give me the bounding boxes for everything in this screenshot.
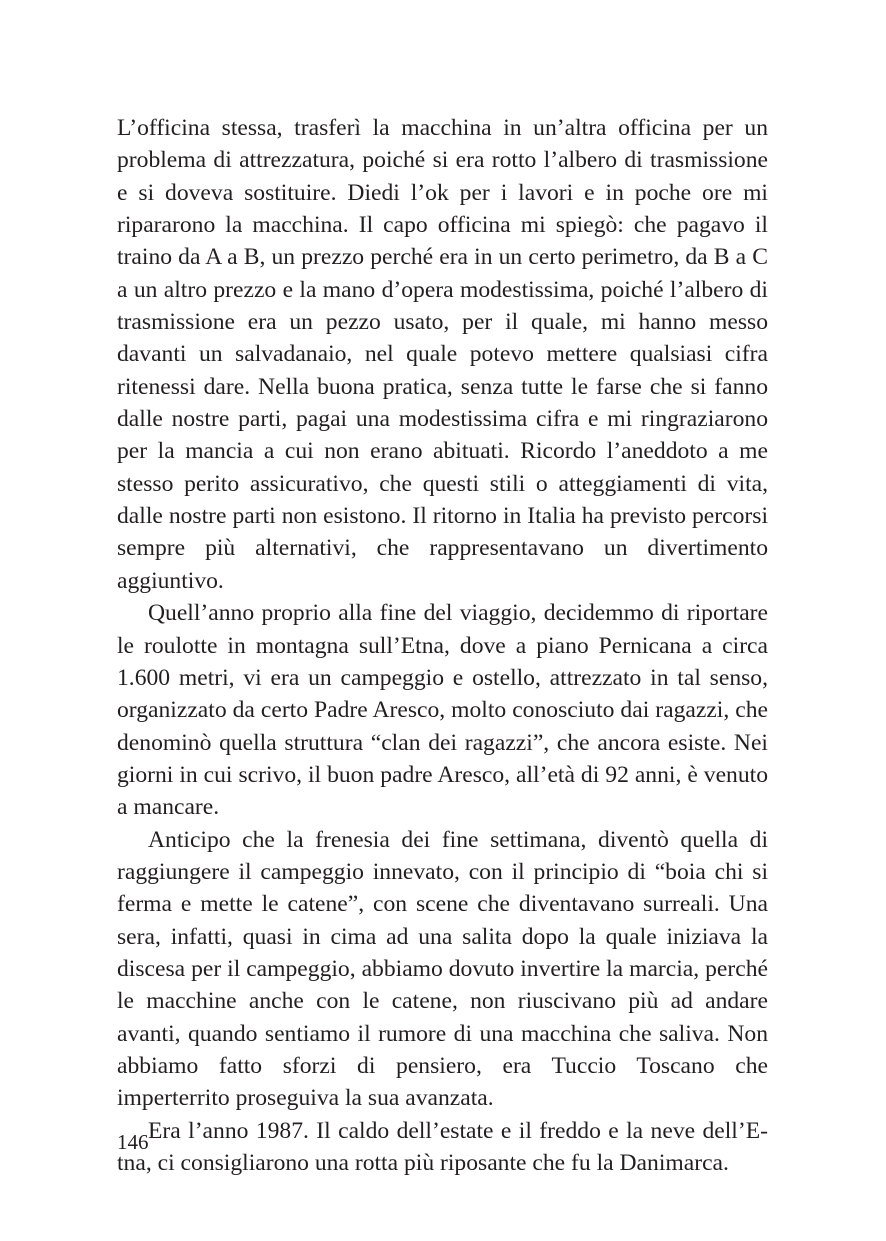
page-content [117, 112, 768, 1179]
paragraph-4: Era l’anno 1987. Il caldo dell’estate e il freddo e la neve dell’Etna, ci consigliarono una rotta più riposante che fu la Danimarca. [117, 1117, 768, 1176]
paragraph-3: Anticipo che la frenesia dei fine settimana, diventò quella di raggiungere il campeggio innevato, con il principio di “boia chi si ferma e mette le catene”, con scene che diventavano surreali. Una sera, infatti, quasi in cima ad una salita dopo la quale iniziava la discesa per il campeggio, abbiamo dovuto invertire la marcia, perché le macchine anche con le catene, non riuscivano più ad andare avanti, quando sentiamo il rumore di una macchina che saliva. Non abbiamo fatto sforzi di pensiero, era Tuccio Toscano che imperterrito proseguiva la sua avanzata. [117, 826, 768, 1112]
paragraph-1: L’officina stessa, trasferì la macchina in un’altra officina per un problema di attrezzatura, poiché si era rotto l’albero di trasmissione e si doveva sostituire. Diedi l’ok per i lavori e in poche ore mi ripararono la macchina. Il capo officina mi spiegò: che pagavo il traino da A a B, un prezzo perché era in un certo perimetro, da B a C a un altro prezzo e la mano d’opera modestissima, poiché l’albero di trasmissione era un pezzo usato, per il quale, mi hanno messo davanti un salvadanaio, nel quale potevo mettere qualsiasi cifra ritenessi dare. Nella buona pratica, senza tutte le farse che si fanno dalle nostre parti, pagai una modestissima cifra e mi ringraziarono per la mancia a cui non erano abituati. Ricordo l’aneddoto a me stesso perito assicurativo, che questi stili o atteggiamenti di vita, dalle nostre parti non esistono. Il ritorno in Italia ha previsto percorsi sempre più alternativi, che rappresentavano un divertimento aggiuntivo. [117, 115, 768, 594]
body-text [117, 112, 768, 1179]
paragraph-2: Quell’anno proprio alla fine del viaggio, decidemmo di riportare le roulotte in montagna sull’Etna, dove a piano Pernicana a circa 1.600 metri, vi era un campeggio e ostello, attrezzato in tal senso, organizzato da certo Padre Aresco, molto conosciuto dai ragazzi, che denominò quella struttura “clan dei ragazzi”, che ancora esiste. Nei giorni in cui scrivo, il buon padre Aresco, all’età di 92 anni, è venuto a mancare. [117, 600, 768, 821]
page-number: 146 [117, 1130, 149, 1154]
